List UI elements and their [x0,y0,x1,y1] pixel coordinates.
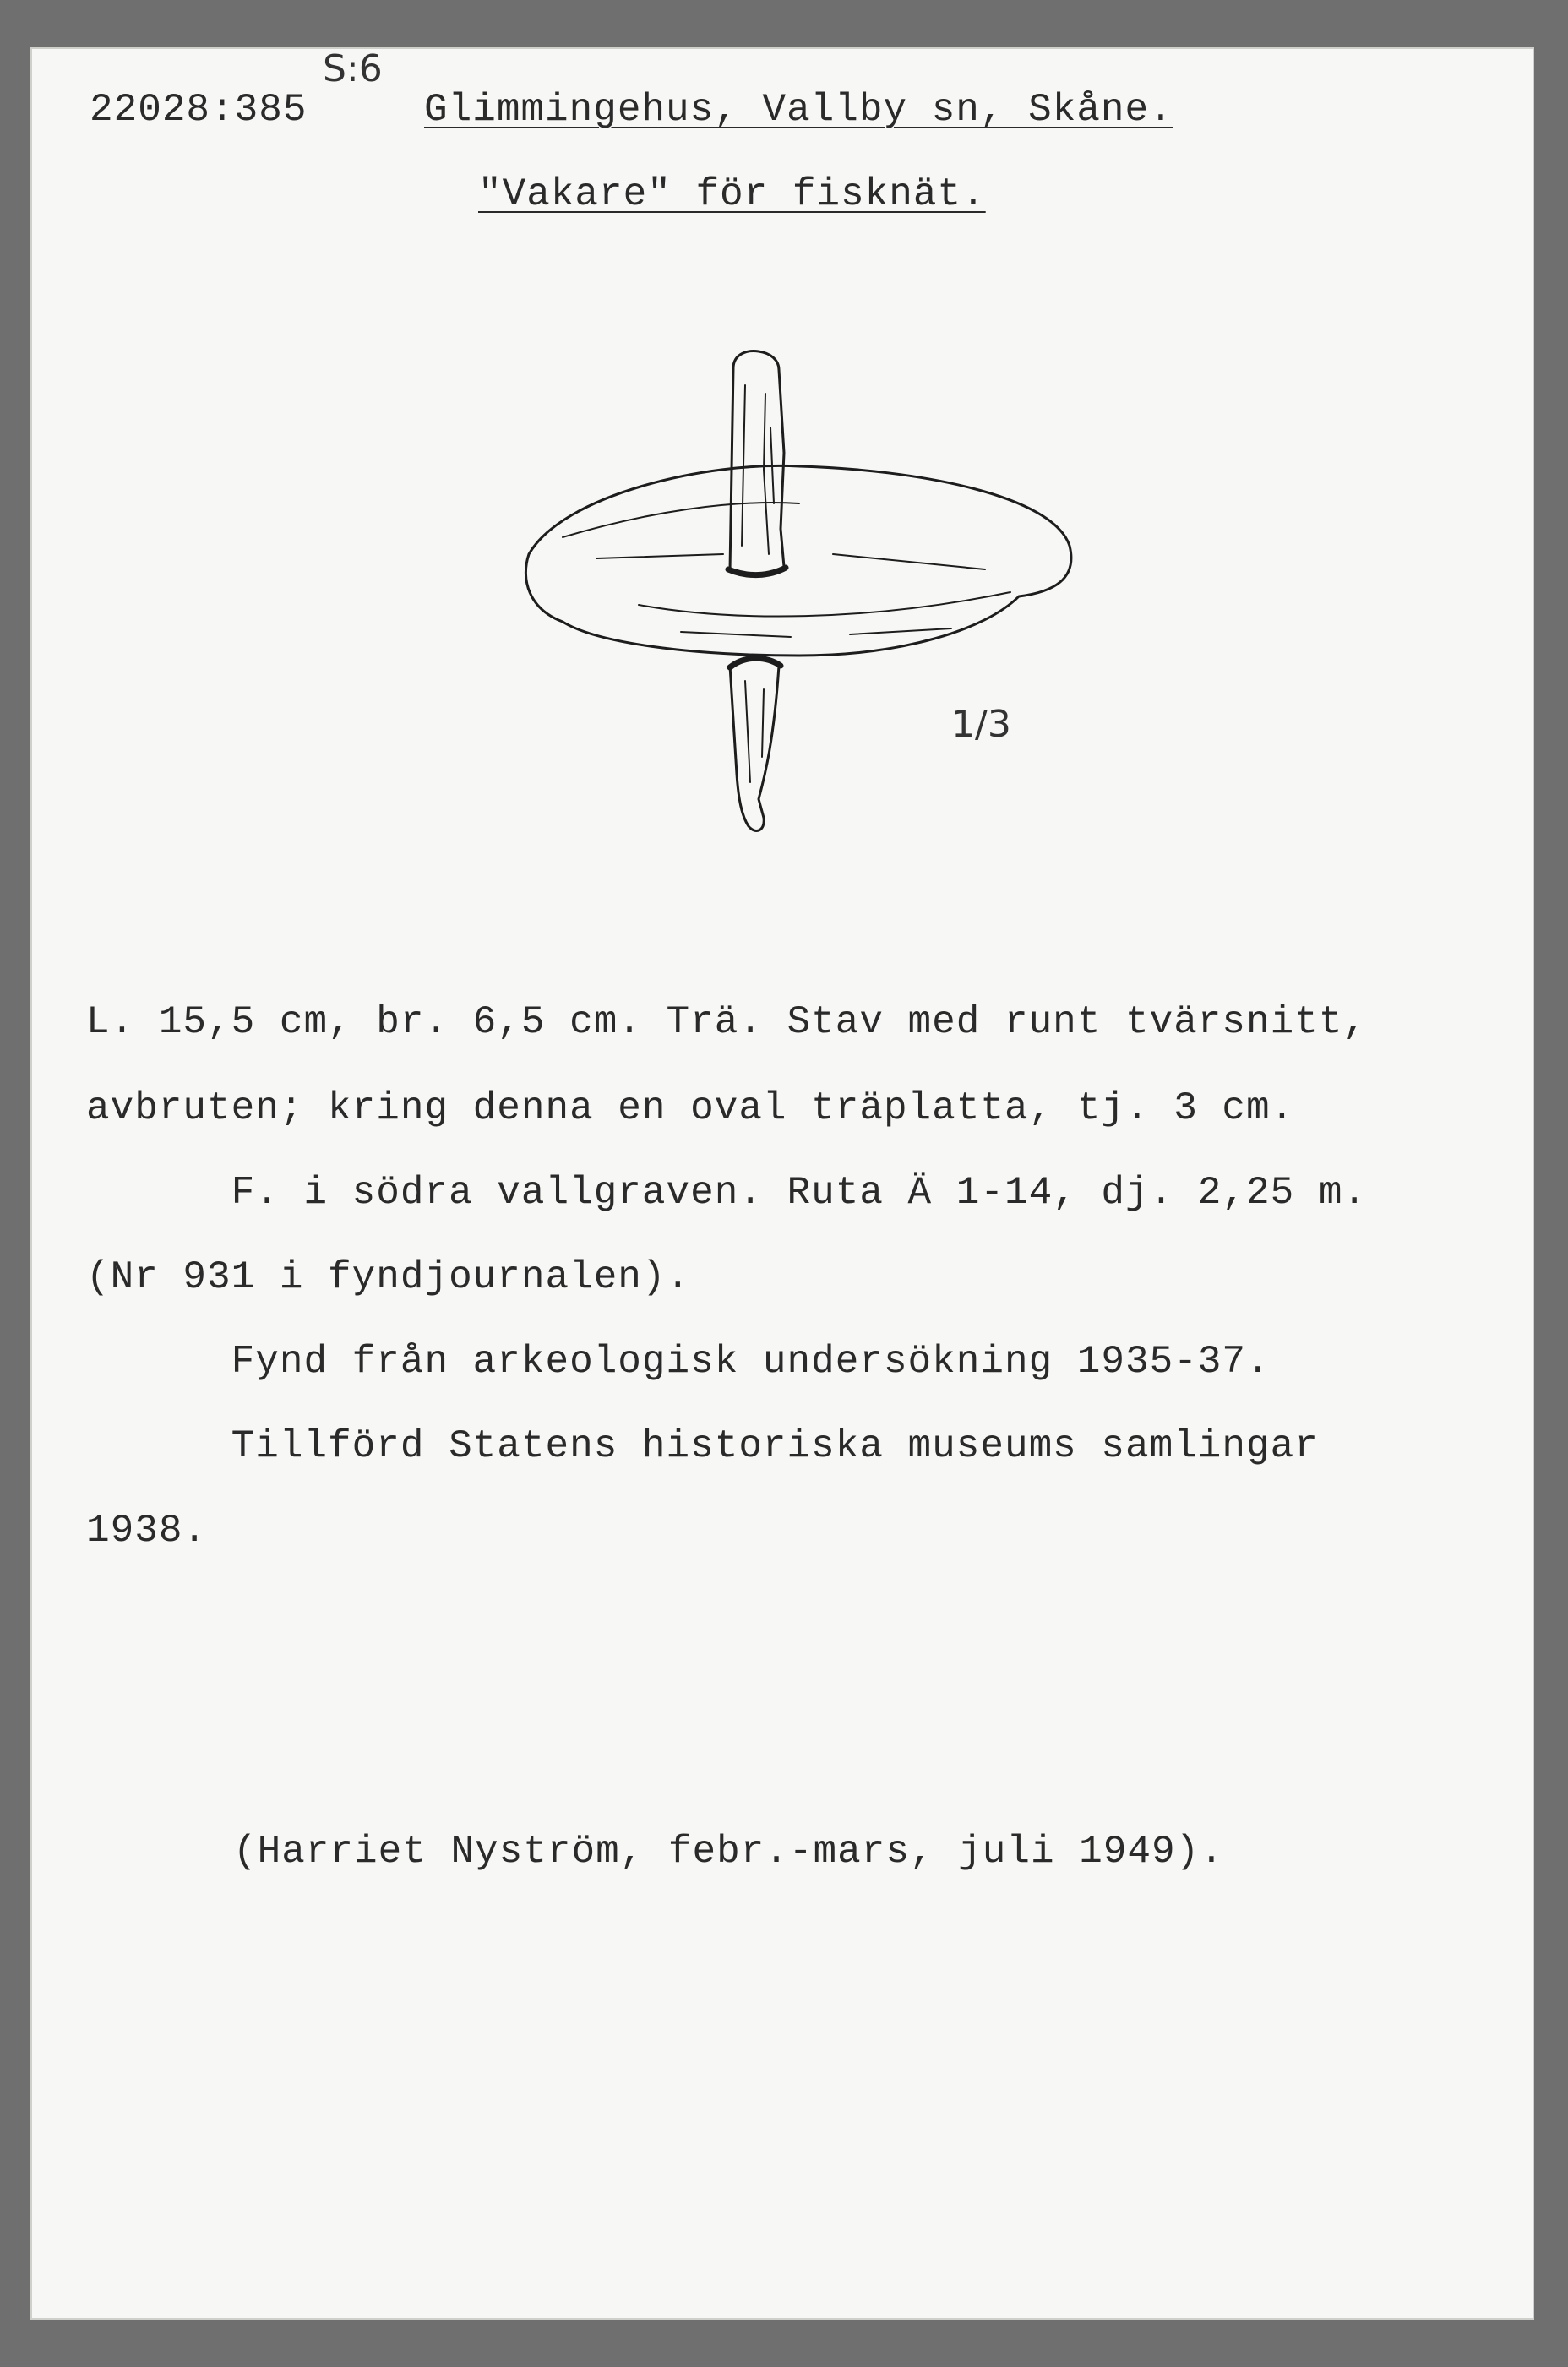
description-line-6: Tillförd Statens historiska museums samlingar [86,1424,1319,1468]
author-note: (Harriet Nyström, febr.-mars, juli 1949). [233,1830,1224,1874]
description-line-5: Fynd från arkeologisk undersökning 1935-37. [86,1340,1271,1384]
scale-label: 1/3 [951,703,1011,746]
description-line-3: F. i södra vallgraven. Ruta Ä 1-14, dj. 2,25 m. [86,1171,1368,1215]
catalog-card [30,47,1534,2320]
object-drawing [512,301,1086,858]
handwritten-mark: S:6 [323,47,383,90]
description-line-7: 1938. [86,1509,208,1553]
description-line-4: (Nr 931 i fyndjournalen). [86,1255,691,1299]
location-heading: Glimmingehus, Vallby sn, Skåne. [424,88,1173,132]
catalog-number: 22028:385 [90,88,308,132]
object-title: "Vakare" för fisknät. [478,172,986,216]
description-line-1: L. 15,5 cm, br. 6,5 cm. Trä. Stav med runt tvärsnitt, [86,1000,1368,1044]
description-line-2: avbruten; kring denna en oval träplatta, tj. 3 cm. [86,1086,1295,1130]
